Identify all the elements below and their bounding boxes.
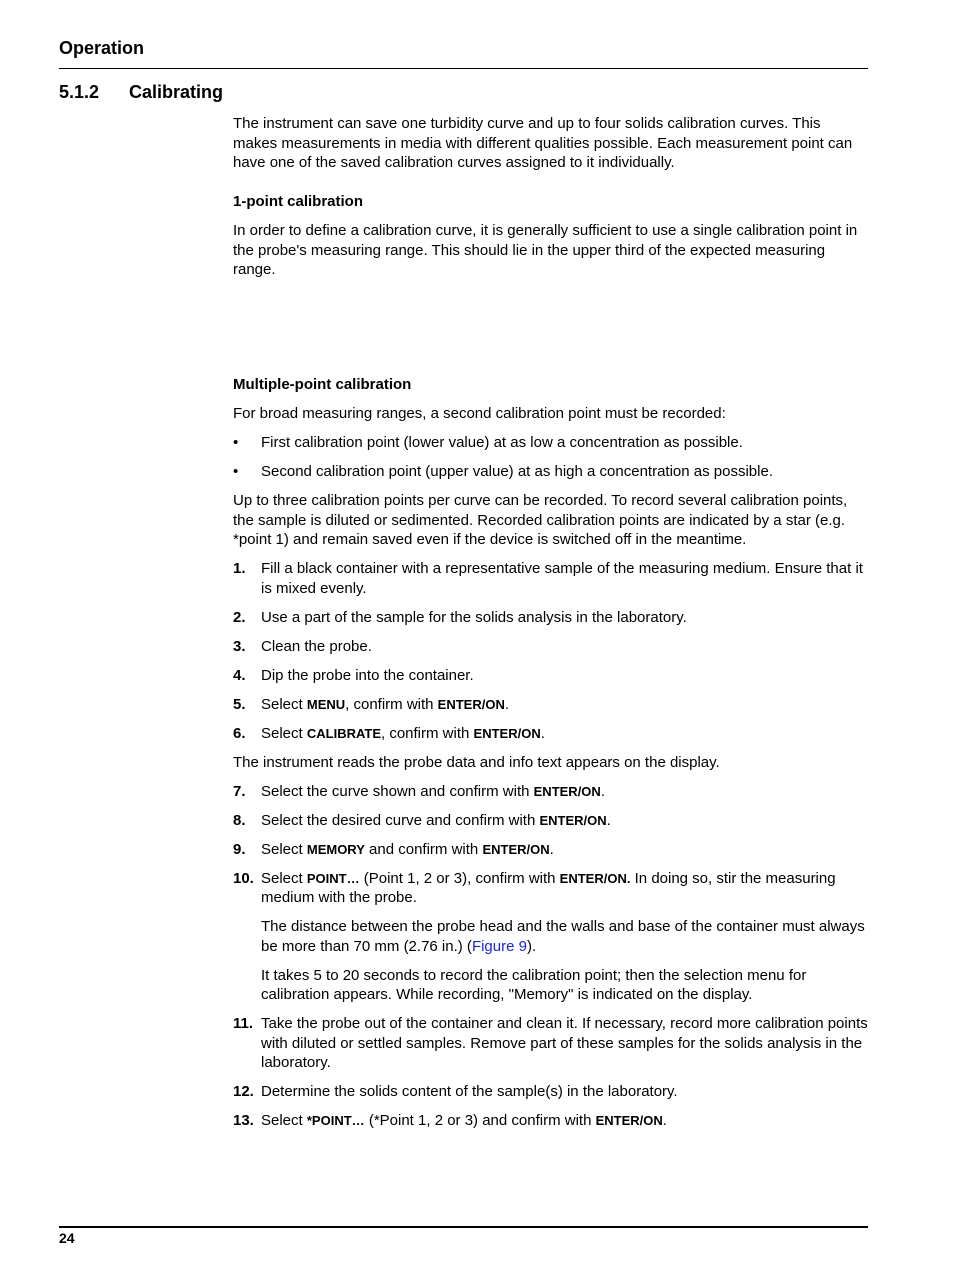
note-paragraph: It takes 5 to 20 seconds to record the calibration point; then the selection menu for calibration appears. While recording, "Memory" is indicated on the display. (261, 966, 807, 1003)
step-text (261, 1111, 868, 1131)
footer-rule (59, 1226, 868, 1228)
step-text: Use a part of the sample for the solids analysis in the laboratory. (261, 608, 687, 626)
enter-key: ENTER/ON (437, 696, 505, 712)
step-4 (233, 666, 868, 686)
step-number: 8. (233, 811, 246, 829)
step-10-note (261, 917, 868, 1005)
figure-link[interactable]: Figure 9 (471, 937, 527, 955)
star-icon: * (233, 531, 239, 548)
menu-key: MENU (306, 696, 346, 712)
step-number: 11. (233, 1015, 254, 1032)
enter-key: ENTER/ON (482, 841, 550, 857)
step-number: 13. (233, 1112, 254, 1129)
one-point-paragraph: In order to define a calibration curve, it is generally sufficient to use a single calibration point in the probe's measuring range. This should lie in the upper third of the expected measuring range. (233, 222, 858, 278)
step-12 (233, 1082, 868, 1102)
step-number: 5. (233, 695, 246, 713)
text: . (600, 782, 605, 800)
header-rule (59, 68, 868, 69)
multi-point-heading: Multiple-point calibration (233, 376, 412, 393)
enter-key: ENTER/ON. (559, 870, 631, 886)
bullet-text: Second calibration point (upper value) at as high a concentration as possible. (261, 463, 773, 480)
enter-key: ENTER/ON (473, 725, 541, 741)
step-number: 2. (233, 608, 246, 626)
step-text (261, 724, 868, 744)
point-key: POINT… (306, 870, 360, 886)
bullet-mark: • (233, 434, 239, 451)
main-content (233, 114, 868, 1140)
step-text: Dip the probe into the container. (261, 666, 474, 684)
text: Select the desired curve and confirm with (261, 811, 540, 829)
bullet-item (233, 462, 868, 482)
memory-key: MEMORY (306, 841, 365, 857)
step-number: 7. (233, 782, 246, 800)
step-number: 9. (233, 840, 246, 858)
text: Select (261, 724, 307, 742)
step-number: 1. (233, 560, 246, 577)
text: (*Point 1, 2 or 3) and confirm with (364, 1112, 596, 1129)
enter-key: ENTER/ON (595, 1113, 663, 1128)
step-text (261, 840, 868, 860)
intro-paragraph: The instrument can save one turbidity curve and up to four solids calibration curves. This makes measurements in media with different qualities possible. Each measurement point can have one of the saved calibration curves assigned to it individually. (233, 115, 853, 171)
step-number: 3. (233, 637, 246, 655)
note-paragraph (261, 917, 868, 956)
step-text (261, 782, 868, 802)
text: In doing so, stir the measuring medium with the probe. (261, 869, 836, 906)
text: Select the curve shown and confirm with (261, 782, 534, 800)
enter-key: ENTER/ON (539, 812, 607, 828)
text: Select (261, 840, 307, 858)
step-6 (233, 724, 868, 744)
step-2 (233, 608, 868, 628)
step-11 (233, 1014, 868, 1073)
text: . (606, 811, 611, 829)
step-text: Clean the probe. (261, 637, 372, 655)
bullet-mark: • (233, 463, 239, 480)
text: ). (526, 937, 537, 955)
step-6-note: The instrument reads the probe data and info text appears on the display. (233, 753, 720, 771)
step-5 (233, 695, 868, 715)
step-number: 4. (233, 666, 246, 684)
step-13 (233, 1111, 868, 1131)
step-text: Fill a black container with a representative sample of the measuring medium. Ensure that it is mixed evenly. (261, 560, 863, 597)
text: Select (261, 695, 307, 713)
enter-key: ENTER/ON (533, 783, 601, 799)
step-number: 10. (233, 869, 254, 887)
step-7 (233, 782, 868, 802)
step-text: Take the probe out of the container and clean it. If necessary, record more calibration points with diluted or settled samples. Remove part of these samples for the solids analysis in the laboratory. (261, 1015, 868, 1071)
text: , confirm with (345, 695, 438, 713)
text: Select (261, 1112, 307, 1129)
text: (Point 1, 2 or 3), confirm with (359, 869, 560, 887)
point-key: *POINT… (306, 1113, 365, 1128)
step-text (261, 811, 868, 831)
step-9 (233, 840, 868, 860)
multi-point-lead: For broad measuring ranges, a second calibration point must be recorded: (233, 405, 726, 422)
text: The distance between the probe head and the walls and base of the container must always be more than 70 mm (2.76 in.) ( (261, 918, 865, 955)
text: . (540, 724, 545, 742)
text: Select (261, 869, 307, 887)
bullet-item (233, 433, 868, 453)
step-number: 12. (233, 1083, 254, 1100)
spacer (233, 289, 868, 365)
step-8 (233, 811, 868, 831)
step-text: Determine the solids content of the sample(s) in the laboratory. (261, 1083, 678, 1100)
text: and confirm with (364, 840, 483, 858)
text: . (662, 1112, 667, 1129)
step-3 (233, 637, 868, 657)
one-point-heading: 1-point calibration (233, 193, 364, 210)
multi-point-paragraph (233, 491, 868, 550)
step-1 (233, 559, 868, 598)
page-number: 24 (59, 1230, 75, 1246)
step-number: 6. (233, 724, 246, 742)
section-number: 5.1.2 (59, 82, 100, 102)
text: , confirm with (381, 724, 474, 742)
chapter-title: Operation (59, 38, 145, 58)
calibrate-key: CALIBRATE (306, 725, 381, 741)
step-10 (233, 869, 868, 908)
text: point 1) and remain saved even if the device is switched off in the meantime. (238, 531, 747, 548)
step-text (261, 869, 868, 908)
step-text (261, 695, 868, 715)
section-title: Calibrating (129, 82, 224, 102)
text: Up to three calibration points per curve can be recorded. To record several calibration points, the sample is diluted or sedimented. Recorded calibration points are indicated by a star (e.g. (233, 492, 848, 529)
bullet-text: First calibration point (lower value) at as low a concentration as possible. (261, 434, 743, 451)
text: . (504, 695, 510, 713)
text: . (549, 840, 554, 858)
